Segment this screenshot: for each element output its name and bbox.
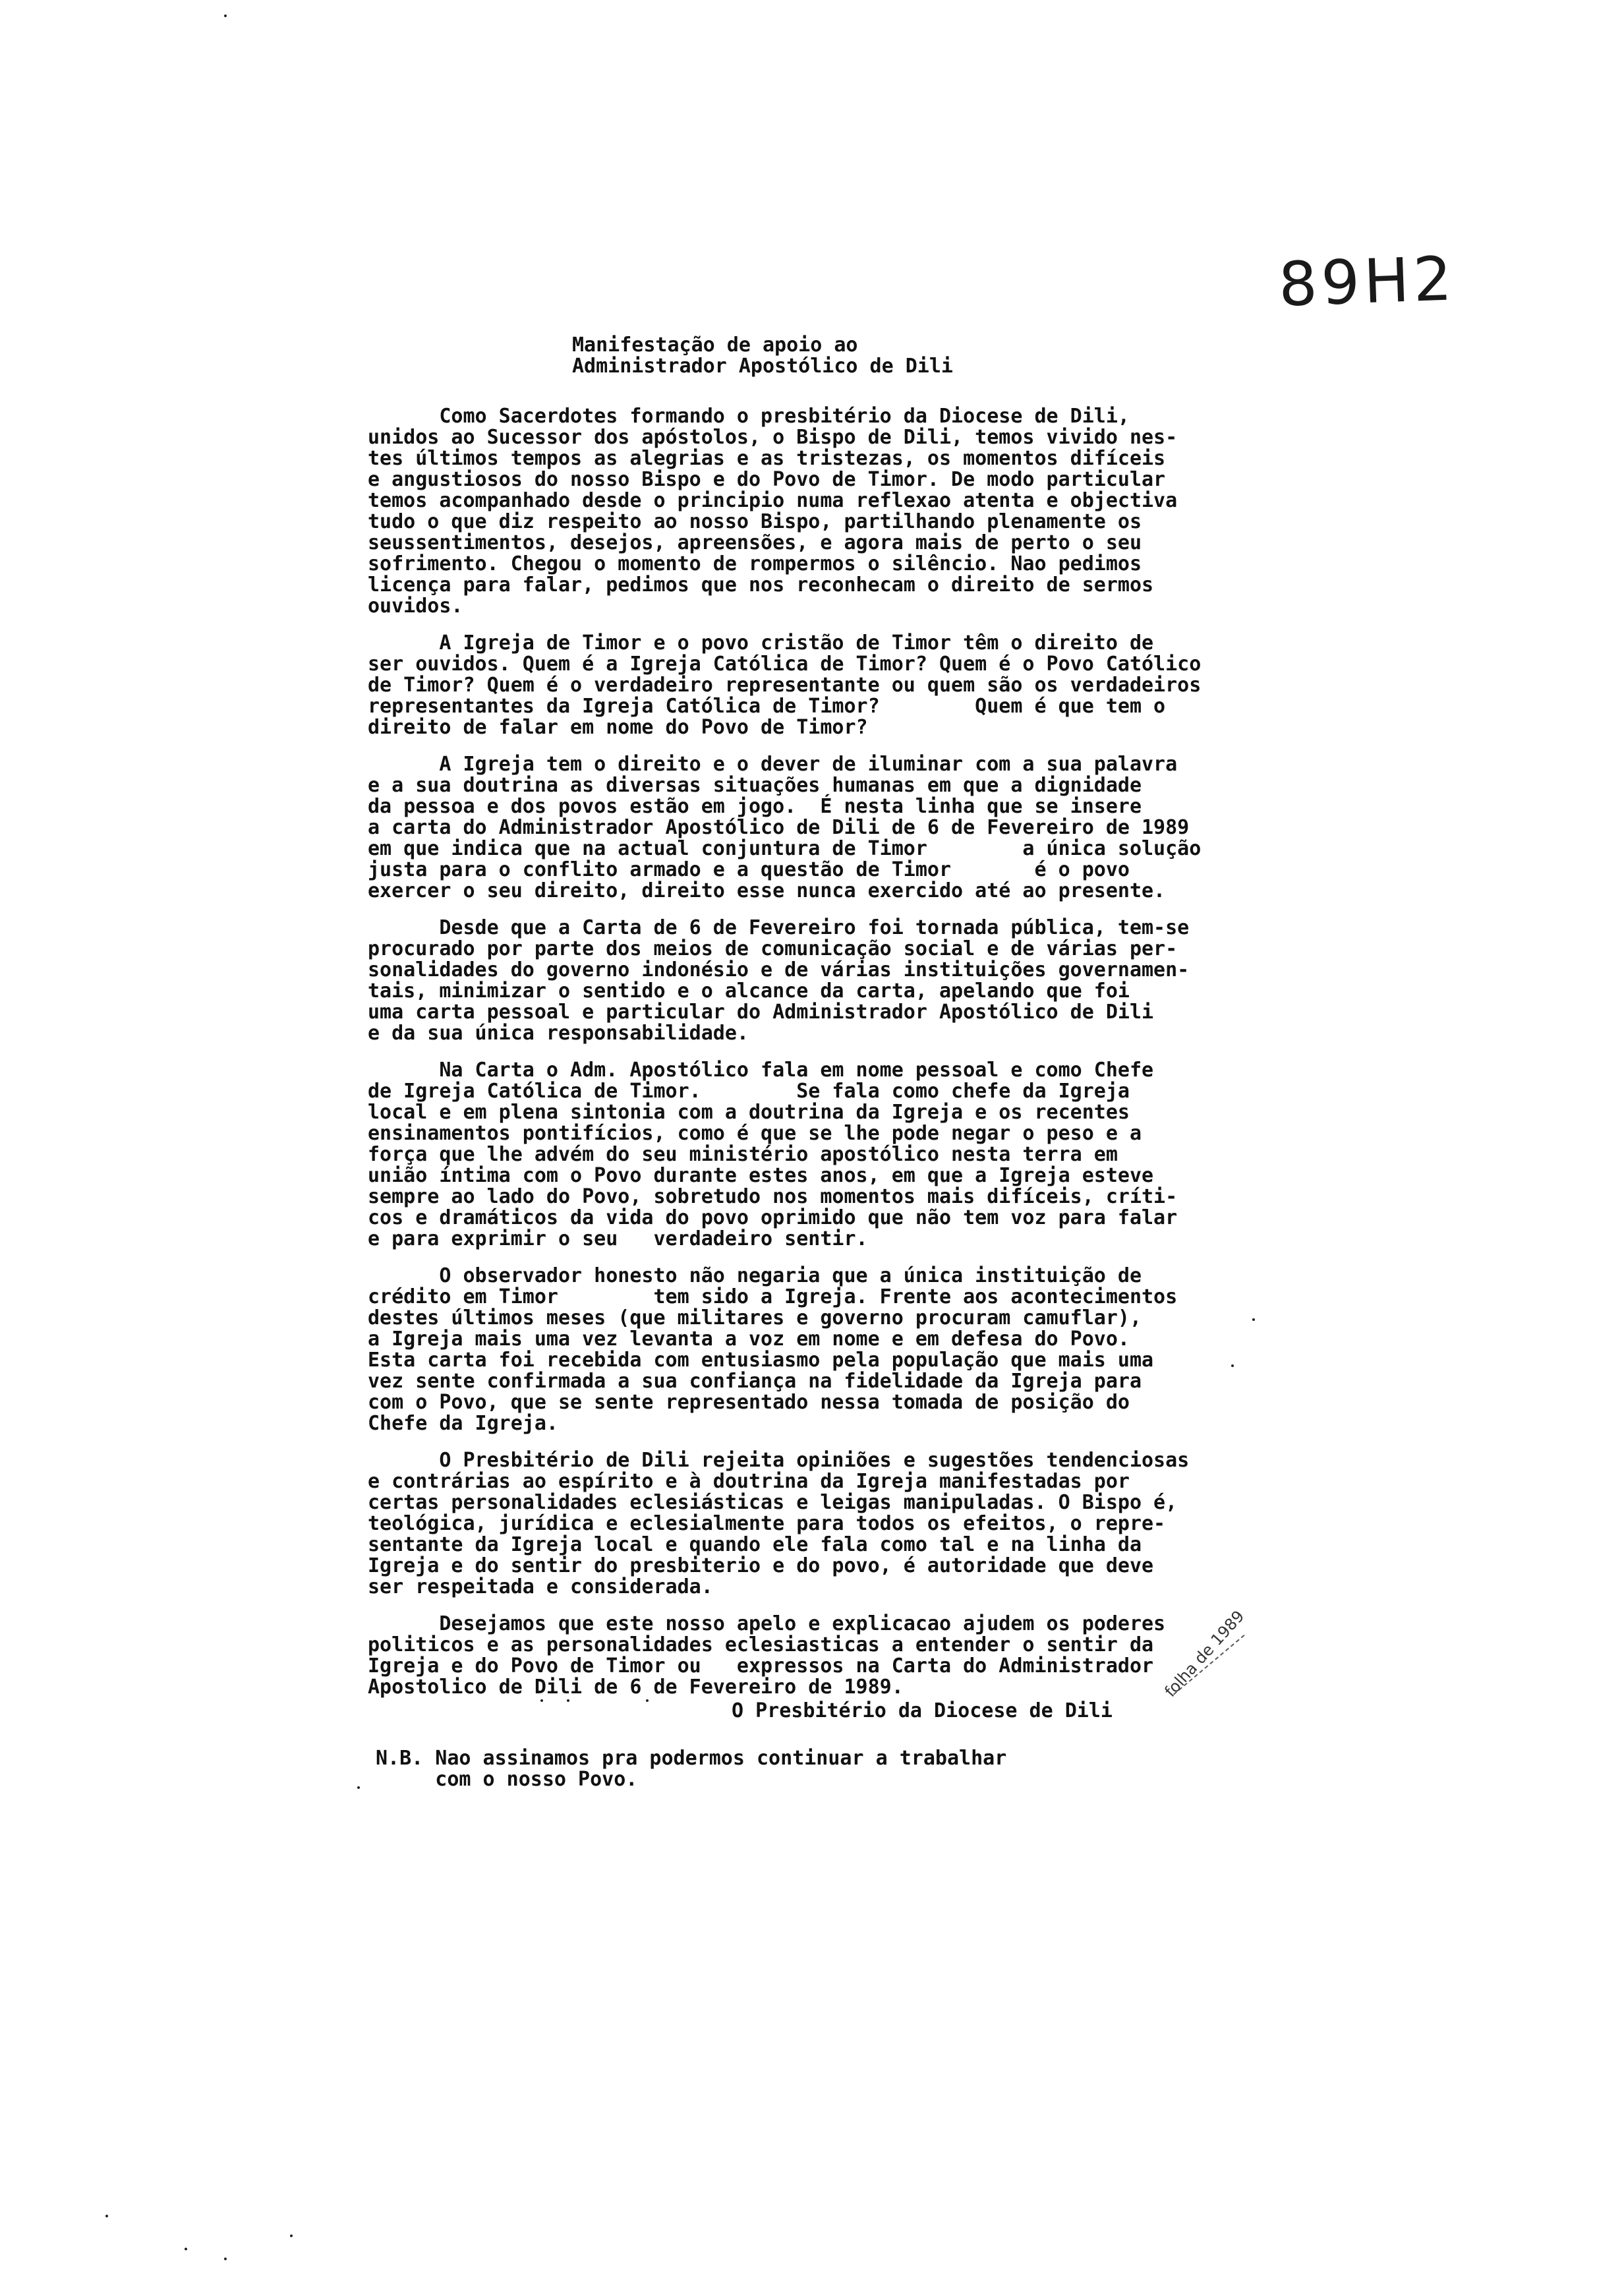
text-line: a carta do Administrador Apostólico de Dili de 6 de Fevereiro de 1989 — [368, 816, 1190, 839]
scan-speck — [646, 1699, 649, 1702]
text-line: unidos ao Sucessor dos apóstolos, o Bispo de Dili, temos vivido nes- — [368, 426, 1178, 449]
text-line: exercer o seu direito, direito esse nunca exercido até ao presente. — [368, 879, 1166, 902]
text-line: licença para falar, pedimos que nos reconhecam o direito de sermos — [368, 573, 1154, 597]
text-line: de Igreja Católica de Timor. Se fala como chefe da Igreja — [368, 1080, 1130, 1103]
paragraph-7 — [368, 1450, 1251, 1598]
text-line: tudo o que diz respeito ao nosso Bispo, partilhando plenamente os — [368, 510, 1142, 533]
paragraph-4 — [368, 918, 1251, 1044]
scan-speck — [357, 1786, 360, 1789]
text-line: procurado por parte dos meios de comunicação social e de várias per- — [368, 937, 1178, 960]
paragraph-spacer — [368, 902, 1251, 918]
handwritten-marginal-note: folha de 1989 — [1161, 1606, 1248, 1701]
text-line: ensinamentos pontifícios, como é que se lhe pode negar o peso e a — [368, 1122, 1142, 1145]
text-line: e contrárias ao espírito e à doutrina da Igreja manifestadas por — [368, 1470, 1130, 1493]
text-line: O Presbitério de Dili rejeita opiniões e sugestões tendenciosas — [368, 1449, 1190, 1472]
title-line-2: Administrador Apostólico de Dili — [572, 355, 953, 378]
text-line: uma carta pessoal e particular do Administrador Apostólico de Dili — [368, 1001, 1154, 1024]
text-line: vez sente confirmada a sua confiança na fidelidade da Igreja para — [368, 1370, 1142, 1393]
text-line: ser respeitada e considerada. — [368, 1575, 713, 1598]
text-line: crédito em Timor tem sido a Igreja. Frente aos acontecimentos — [368, 1285, 1178, 1308]
text-line: e da sua única responsabilidade. — [368, 1022, 749, 1045]
paragraph-1 — [368, 406, 1251, 617]
paragraph-8 — [368, 1614, 1251, 1698]
text-line: da pessoa e dos povos estão em jogo. É nesta linha que se insere — [368, 795, 1142, 818]
text-line: politicos e as personalidades eclesiasticas a entender o sentir da — [368, 1633, 1154, 1656]
scan-speck — [105, 2215, 108, 2217]
text-line: Igreja e do sentir do presbiterio e do povo, é autoridade que deve — [368, 1554, 1154, 1577]
text-line: sempre ao lado do Povo, sobretudo nos momentos mais difíceis, críti- — [368, 1185, 1178, 1208]
text-line: teológica, jurídica e eclesialmente para todos os efeitos, o repre- — [368, 1512, 1166, 1535]
scan-speck — [290, 2234, 293, 2237]
scan-speck — [567, 1699, 569, 1702]
text-line: Igreja e do Povo de Timor ou expressos na Carta do Administrador — [368, 1654, 1154, 1678]
scan-speck — [1252, 1318, 1255, 1321]
text-line: ouvidos. — [368, 595, 463, 618]
text-line: tes últimos tempos as alegrias e as tristezas, os momentos difíceis — [368, 447, 1166, 470]
scan-speck — [185, 2248, 187, 2250]
paragraph-6 — [368, 1266, 1251, 1434]
scan-speck — [540, 1699, 543, 1702]
text-line: e para exprimir o seu verdadeiro sentir. — [368, 1227, 868, 1250]
text-line: em que indica que na actual conjuntura de Timor a única solução — [368, 837, 1202, 860]
text-line: seussentimentos, desejos, apreensões, e agora mais de perto o seu — [368, 531, 1142, 554]
text-line: representantes da Igreja Católica de Timor? Quem é que tem o — [368, 695, 1166, 718]
signature-line: O Presbitério da Diocese de Dili — [732, 1699, 1113, 1722]
text-line: sonalidades do governo indonésio e de várias instituições governamen- — [368, 958, 1190, 981]
paragraph-spacer — [368, 1250, 1251, 1266]
text-line: Esta carta foi recebida com entusiasmo pela população que mais uma — [368, 1349, 1154, 1372]
paragraph-2 — [368, 633, 1251, 738]
text-line: destes últimos meses (que militares e governo procuram camuflar), — [368, 1306, 1142, 1329]
text-line: cos e dramáticos da vida do povo oprimido que não tem voz para falar — [368, 1206, 1178, 1229]
text-line: O observador honesto não negaria que a única instituição de — [368, 1264, 1142, 1287]
text-line: Desejamos que este nosso apelo e explicacao ajudem os poderes — [368, 1612, 1166, 1635]
paragraph-spacer — [368, 1044, 1251, 1060]
title-line-1: Manifestação de apoio ao — [572, 334, 858, 357]
text-line: Desde que a Carta de 6 de Fevereiro foi tornada pública, tem-se — [368, 916, 1190, 939]
paragraph-spacer — [368, 1598, 1251, 1614]
text-line: Apostolico de Dili de 6 de Fevereiro de 1989. — [368, 1676, 904, 1699]
nb-line-1: N.B. Nao assinamos pra podermos continuar a trabalhar — [376, 1747, 1007, 1770]
text-line: e a sua doutrina as diversas situações humanas em que a dignidade — [368, 774, 1142, 797]
text-line: Na Carta o Adm. Apostólico fala em nome pessoal e como Chefe — [368, 1059, 1154, 1082]
paragraph-spacer — [368, 738, 1251, 754]
document-body — [368, 406, 1251, 1698]
scan-speck — [224, 15, 227, 17]
text-line: local e em plena sintonia com a doutrina da Igreja e os recentes — [368, 1101, 1130, 1124]
nb-line-2: com o nosso Povo. — [376, 1768, 638, 1791]
text-line: Como Sacerdotes formando o presbitério da Diocese de Dili, — [368, 405, 1130, 428]
text-line: força que lhe advém do seu ministério apostólico nesta terra em — [368, 1143, 1118, 1166]
text-line: A Igreja tem o direito e o dever de iluminar com a sua palavra — [368, 753, 1178, 776]
scan-speck — [1231, 1364, 1234, 1367]
text-line: tais, minimizar o sentido e o alcance da carta, apelando que foi — [368, 979, 1130, 1003]
text-line: a Igreja mais uma vez levanta a voz em nome e em defesa do Povo. — [368, 1328, 1130, 1351]
text-line: sentante da Igreja local e quando ele fala como tal e na linha da — [368, 1533, 1142, 1556]
text-line: ser ouvidos. Quem é a Igreja Católica de Timor? Quem é o Povo Católico — [368, 653, 1202, 676]
document-title — [572, 335, 1165, 377]
nota-bene — [376, 1748, 1167, 1790]
text-line: justa para o conflito armado e a questão de Timor é o povo — [368, 858, 1130, 881]
text-line: com o Povo, que se sente representado nessa tomada de posição do — [368, 1391, 1130, 1414]
paragraph-5 — [368, 1060, 1251, 1250]
text-line: Chefe da Igreja. — [368, 1412, 558, 1435]
text-line: temos acompanhado desde o principio numa reflexao atenta e objectiva — [368, 489, 1178, 512]
text-line: união íntima com o Povo durante estes anos, em que a Igreja esteve — [368, 1164, 1154, 1187]
text-line: direito de falar em nome do Povo de Timor? — [368, 716, 868, 739]
handwritten-annotation: 89H2 — [1277, 243, 1457, 320]
paragraph-spacer — [368, 1434, 1251, 1450]
paragraph-3 — [368, 754, 1251, 902]
text-line: e angustiosos do nosso Bispo e do Povo de Timor. De modo particular — [368, 468, 1166, 491]
text-line: de Timor? Quem é o verdadeiro representante ou quem são os verdadeiros — [368, 674, 1202, 697]
text-line: sofrimento. Chegou o momento de rompermos o silêncio. Nao pedimos — [368, 552, 1142, 575]
text-line: certas personalidades eclesiásticas e leigas manipuladas. O Bispo é, — [368, 1491, 1178, 1514]
text-line: A Igreja de Timor e o povo cristão de Timor têm o direito de — [368, 631, 1154, 655]
paragraph-spacer — [368, 617, 1251, 633]
scan-speck — [224, 2258, 227, 2260]
